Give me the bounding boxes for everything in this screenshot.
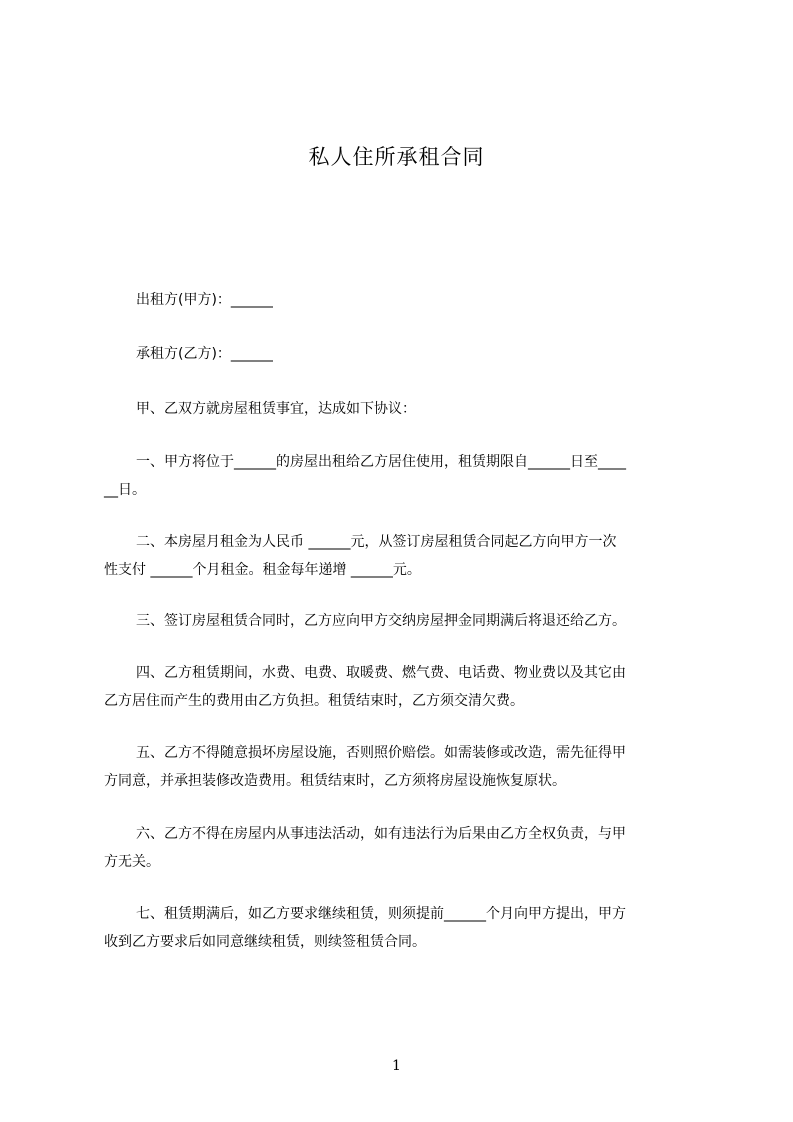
clause-line: 方同意，并承担装修改造费用。租赁结束时，乙方须将房屋设施恢复原状。 xyxy=(104,773,566,789)
clause-line: 方无关。 xyxy=(104,854,160,870)
lessee-line: 承租方(乙方)：______ xyxy=(136,346,273,362)
clause-line: 乙方居住而产生的费用由乙方负担。租赁结束时，乙方须交清欠费。 xyxy=(104,693,524,709)
clause-line: 一、甲方将位于______的房屋出租给乙方居住使用，租赁期限自______日至____ xyxy=(136,454,626,470)
page-number: 1 xyxy=(392,1058,401,1074)
clause-line: 收到乙方要求后如同意继续租赁，则续签租赁合同。 xyxy=(104,934,426,950)
document-title: 私人住所承租合同 xyxy=(308,145,485,169)
clause-line: 四、乙方租赁期间，水费、电费、取暖费、燃气费、电话费、物业费以及其它由 xyxy=(136,665,626,681)
clause-line: 五、乙方不得随意损坏房屋设施，否则照价赔偿。如需装修或改造，需先征得甲 xyxy=(136,745,626,761)
clause-line: 三、签订房屋租赁合同时，乙方应向甲方交纳房屋押金同期满后将退还给乙方。 xyxy=(136,613,626,629)
clause-line: 六、乙方不得在房屋内从事违法活动，如有违法行为后果由乙方全权负责，与甲 xyxy=(136,826,626,842)
clause-line: 七、租赁期满后，如乙方要求继续租赁，则须提前______个月向甲方提出，甲方 xyxy=(136,906,626,922)
clause-line: __日。 xyxy=(104,482,146,498)
lessor-line: 出租方(甲方)：______ xyxy=(136,292,273,308)
clause-line: 二、本房屋月租金为人民币 ______元，从签订房屋租赁合同起乙方向甲方一次 xyxy=(136,534,617,550)
clause-line: 性支付 ______个月租金。租金每年递增 ______元。 xyxy=(104,562,421,578)
intro-line: 甲、乙双方就房屋租赁事宜，达成如下协议： xyxy=(136,401,416,417)
